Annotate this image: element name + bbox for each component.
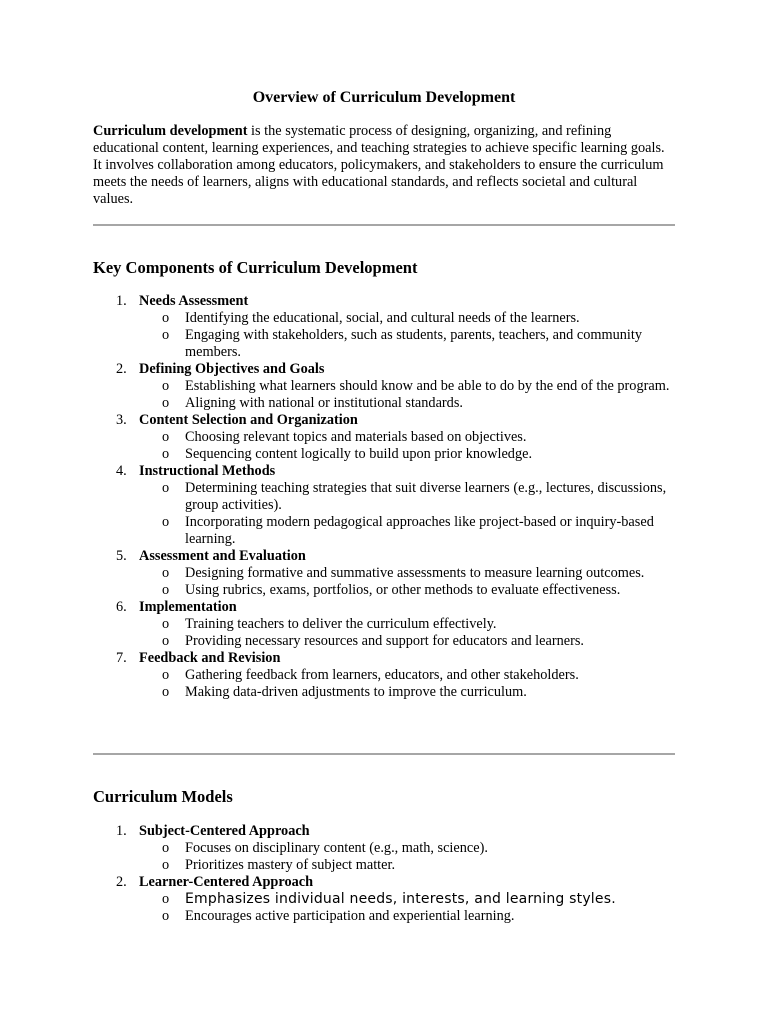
item-title: Subject-Centered Approach bbox=[139, 823, 310, 839]
bullet-icon: o bbox=[162, 684, 170, 700]
list-item bbox=[93, 823, 675, 874]
sub-list-item bbox=[139, 633, 675, 650]
point-text: Making data-driven adjustments to improve the curriculum. bbox=[185, 684, 527, 700]
item-number: 6. bbox=[116, 599, 127, 615]
bullet-icon: o bbox=[162, 429, 170, 445]
list-item bbox=[93, 412, 675, 463]
sub-list-item bbox=[139, 891, 675, 908]
sub-list bbox=[139, 891, 675, 925]
sub-list bbox=[139, 840, 675, 874]
bullet-icon: o bbox=[162, 514, 170, 530]
bullet-icon: o bbox=[162, 840, 170, 856]
sub-list-item bbox=[139, 684, 675, 701]
item-title: Learner-Centered Approach bbox=[139, 874, 314, 890]
sub-list-item bbox=[139, 327, 675, 361]
horizontal-divider bbox=[93, 224, 675, 226]
item-number: 2. bbox=[116, 361, 127, 377]
sub-list-item bbox=[139, 857, 675, 874]
point-text: Using rubrics, exams, portfolios, or other methods to evaluate effectiveness. bbox=[185, 582, 621, 598]
list-item bbox=[93, 293, 675, 361]
sub-list-item bbox=[139, 378, 675, 395]
sub-list bbox=[139, 429, 675, 463]
sub-list bbox=[139, 310, 675, 361]
point-text: Choosing relevant topics and materials based on objectives. bbox=[185, 429, 527, 445]
item-title: Instructional Methods bbox=[139, 463, 276, 479]
point-text: Sequencing content logically to build upon prior knowledge. bbox=[185, 446, 533, 462]
sub-list bbox=[139, 378, 675, 412]
point-text: Gathering feedback from learners, educators, and other stakeholders. bbox=[185, 667, 579, 683]
list-item bbox=[93, 361, 675, 412]
bullet-icon: o bbox=[162, 565, 170, 581]
item-number: 5. bbox=[116, 548, 127, 564]
bullet-icon: o bbox=[162, 378, 170, 394]
point-text: Incorporating modern pedagogical approaches like project-based or inquiry-based learning. bbox=[185, 514, 654, 547]
bullet-icon: o bbox=[162, 616, 170, 632]
sub-list-item bbox=[139, 840, 675, 857]
bullet-icon: o bbox=[162, 891, 170, 907]
bullet-icon: o bbox=[162, 395, 170, 411]
bullet-icon: o bbox=[162, 327, 170, 343]
sub-list-item bbox=[139, 582, 675, 599]
horizontal-divider bbox=[93, 753, 675, 755]
point-text: Encourages active participation and experiential learning. bbox=[185, 908, 515, 924]
intro-paragraph bbox=[93, 123, 675, 208]
list-item bbox=[93, 874, 675, 925]
list-item bbox=[93, 599, 675, 650]
sub-list-item bbox=[139, 616, 675, 633]
sub-list-item bbox=[139, 908, 675, 925]
item-title: Content Selection and Organization bbox=[139, 412, 358, 428]
point-text: Identifying the educational, social, and cultural needs of the learners. bbox=[185, 310, 580, 326]
section-heading: Key Components of Curriculum Development bbox=[93, 258, 418, 277]
item-title: Assessment and Evaluation bbox=[139, 548, 306, 564]
key-components-list bbox=[93, 293, 675, 701]
sub-list bbox=[139, 667, 675, 701]
item-number: 7. bbox=[116, 650, 127, 666]
curriculum-models-list bbox=[93, 823, 675, 925]
item-title: Feedback and Revision bbox=[139, 650, 281, 666]
point-text: Emphasizes individual needs, interests, and learning styles. bbox=[185, 891, 616, 907]
sub-list-item bbox=[139, 429, 675, 446]
item-title: Defining Objectives and Goals bbox=[139, 361, 325, 377]
section-heading: Curriculum Models bbox=[93, 787, 233, 806]
document-title: Overview of Curriculum Development bbox=[252, 89, 516, 106]
intro-term: Curriculum development bbox=[93, 123, 248, 139]
point-text: Training teachers to deliver the curriculum effectively. bbox=[185, 616, 497, 632]
bullet-icon: o bbox=[162, 857, 170, 873]
point-text: Aligning with national or institutional standards. bbox=[185, 395, 463, 411]
bullet-icon: o bbox=[162, 908, 170, 924]
point-text: Establishing what learners should know and be able to do by the end of the program. bbox=[185, 378, 670, 394]
sub-list-item bbox=[139, 480, 675, 514]
bullet-icon: o bbox=[162, 633, 170, 649]
point-text: Providing necessary resources and support for educators and learners. bbox=[185, 633, 584, 649]
sub-list-item bbox=[139, 514, 675, 548]
intro-text: is the systematic process of designing, organizing, and refining educational content, learning experiences, and teaching strategies to achieve specific learning goals. It involves collaboration among educators, policymakers, and stakeholders to ensure the curriculum meets the needs of learners, aligns with educational standards, and reflects societal and cultural values. bbox=[93, 123, 665, 207]
item-number: 1. bbox=[116, 293, 127, 309]
point-text: Engaging with stakeholders, such as students, parents, teachers, and community members. bbox=[185, 327, 642, 360]
point-text: Designing formative and summative assessments to measure learning outcomes. bbox=[185, 565, 645, 581]
bullet-icon: o bbox=[162, 310, 170, 326]
sub-list bbox=[139, 480, 675, 548]
bullet-icon: o bbox=[162, 582, 170, 598]
item-number: 4. bbox=[116, 463, 127, 479]
point-text: Determining teaching strategies that suit diverse learners (e.g., lectures, discussions, group activities). bbox=[185, 480, 667, 513]
point-text: Focuses on disciplinary content (e.g., math, science). bbox=[185, 840, 488, 856]
item-number: 2. bbox=[116, 874, 127, 890]
sub-list-item bbox=[139, 565, 675, 582]
bullet-icon: o bbox=[162, 480, 170, 496]
list-item bbox=[93, 650, 675, 701]
sub-list-item bbox=[139, 395, 675, 412]
bullet-icon: o bbox=[162, 667, 170, 683]
sub-list-item bbox=[139, 446, 675, 463]
item-number: 3. bbox=[116, 412, 127, 428]
item-title: Implementation bbox=[139, 599, 237, 615]
bullet-icon: o bbox=[162, 446, 170, 462]
sub-list bbox=[139, 616, 675, 650]
list-item bbox=[93, 463, 675, 548]
sub-list bbox=[139, 565, 675, 599]
point-text: Prioritizes mastery of subject matter. bbox=[185, 857, 396, 873]
list-item bbox=[93, 548, 675, 599]
item-title: Needs Assessment bbox=[139, 293, 249, 309]
item-number: 1. bbox=[116, 823, 127, 839]
sub-list-item bbox=[139, 667, 675, 684]
sub-list-item bbox=[139, 310, 675, 327]
